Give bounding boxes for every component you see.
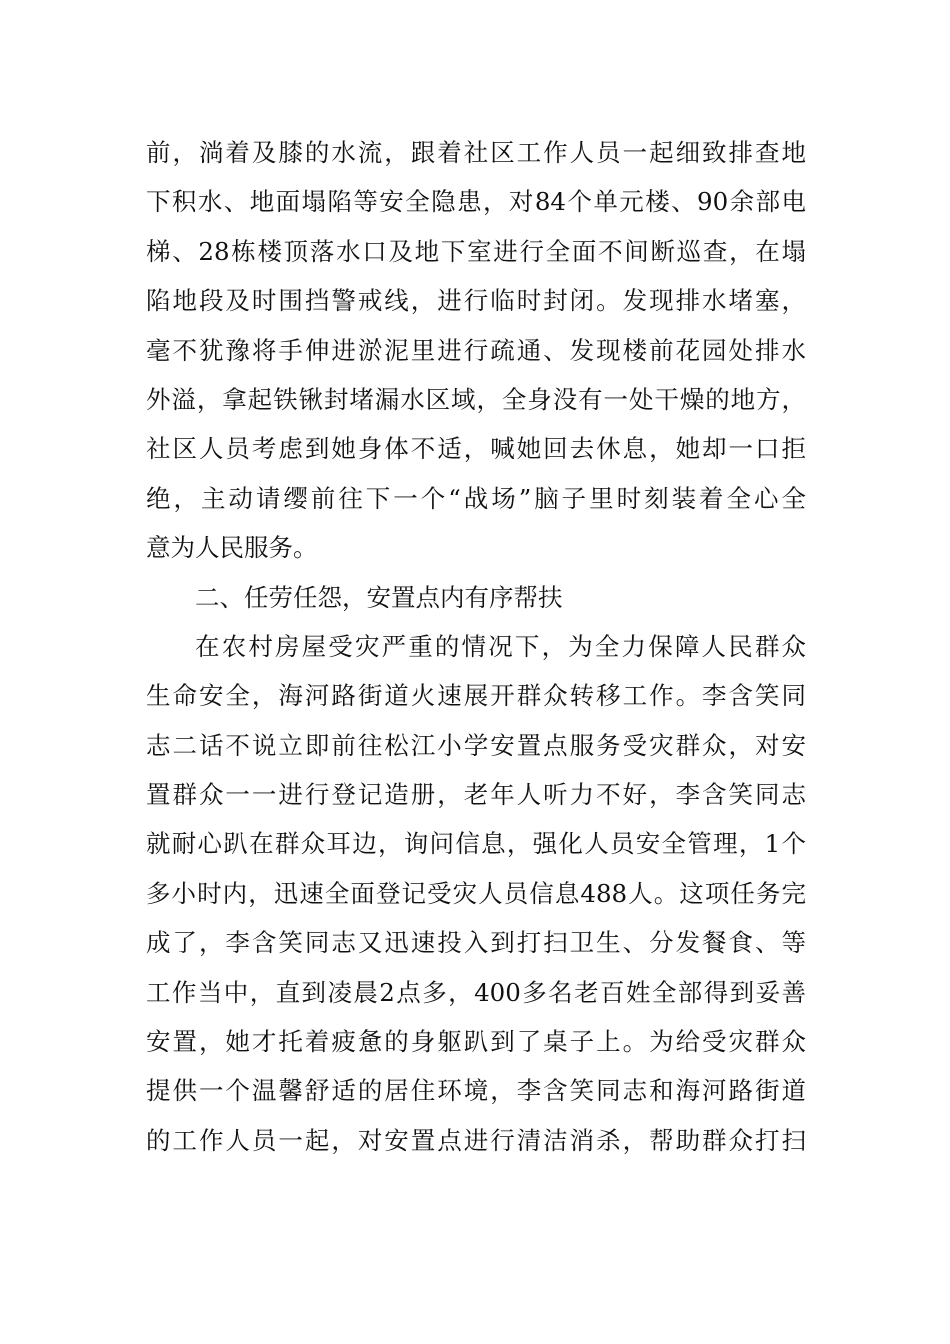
text-line: 志二话不说立即前往松江小学安置点服务受灾群众，对安: [146, 730, 806, 760]
text-line: 成了，李含笑同志又迅速投入到打扫卫生、分发餐食、等: [146, 928, 806, 958]
text-line: 绝，主动请缨前往下一个“战场”脑子里时刻装着全心全: [146, 483, 806, 513]
text-line: 意为人民服务。: [146, 533, 318, 563]
text-line: 前，淌着及膝的水流，跟着社区工作人员一起细致排查地: [146, 138, 806, 167]
text-line: 安置，她才托着疲惫的身躯趴到了桌子上。为给受灾群众: [146, 1027, 806, 1057]
text-line: 提供一个温馨舒适的居住环境，李含笑同志和海河路街道: [146, 1076, 806, 1106]
text-line: 就耐心趴在群众耳边，询问信息，强化人员安全管理，1个: [146, 829, 806, 859]
text-line: 陷地段及时围挡警戒线，进行临时封闭。发现排水堵塞，: [146, 286, 806, 316]
text-line: 社区人员考虑到她身体不适，喊她回去休息，她却一口拒: [146, 434, 806, 464]
text-line: 置群众一一进行登记造册，老年人听力不好，李含笑同志: [146, 780, 806, 810]
text-line: 多小时内，迅速全面登记受灾人员信息488人。这项任务完: [146, 878, 806, 908]
document-body: [146, 128, 806, 1165]
text-line: 外溢，拿起铁锹封堵漏水区域，全身没有一处干燥的地方，: [146, 384, 806, 414]
text-line: 的工作人员一起，对安置点进行清洁消杀，帮助群众打扫: [146, 1125, 806, 1155]
text-line: 工作当中，直到凌晨2点多，400多名老百姓全部得到妥善: [146, 977, 806, 1007]
text-line: 梯、28栋楼顶落水口及地下室进行全面不间断巡查，在塌: [146, 236, 806, 266]
text-line: 毫不犹豫将手伸进淤泥里进行疏通、发现楼前花园处排水: [146, 335, 806, 365]
text-line: 在农村房屋受灾严重的情况下，为全力保障人民群众: [195, 631, 806, 661]
text-line: 生命安全，海河路街道火速展开群众转移工作。李含笑同: [146, 681, 806, 711]
text-line: 下积水、地面塌陷等安全隐患，对84个单元楼、90余部电: [146, 187, 806, 217]
text-line: 二、任劳任怨，安置点内有序帮扶: [195, 582, 563, 612]
